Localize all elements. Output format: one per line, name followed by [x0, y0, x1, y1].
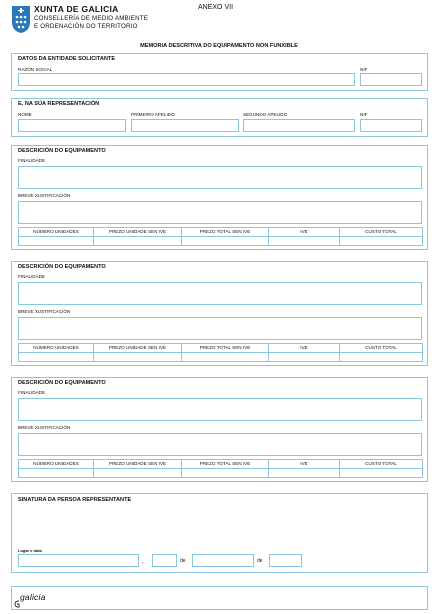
vat-cell[interactable]	[268, 468, 340, 478]
year-field[interactable]	[269, 554, 302, 567]
column-header: IVE	[268, 343, 340, 353]
units-cell[interactable]	[18, 468, 94, 478]
purpose-label: FINALIDADE	[18, 158, 46, 163]
place-date-label: Lugar e data	[18, 548, 42, 553]
column-header: CUSTO TOTAL	[339, 459, 423, 469]
company-name-label: RAZÓN SOCIAL	[18, 67, 53, 72]
column-header: PREZO TOTAL SEN IVE	[181, 343, 269, 353]
org-name: XUNTA DE GALICIA	[34, 4, 119, 14]
vat-cell[interactable]	[268, 352, 340, 362]
annex-label: ANEXO VII	[198, 4, 234, 11]
de-label-1: de	[180, 558, 186, 564]
department-line-1: CONSELLERÍA DE MEDIO AMBIENTE	[34, 15, 149, 22]
signature-section-title: SINATURA DA PERSOA REPRESENTANTE	[18, 497, 132, 503]
cost-table	[18, 227, 423, 246]
cost-table-row	[18, 237, 423, 246]
rep-tax-id-label: NIF	[360, 112, 368, 117]
column-header: PREZO UNIDADE SEN IVE	[93, 227, 182, 237]
unit-price-cell[interactable]	[93, 468, 182, 478]
representative-section	[11, 98, 428, 137]
equipment-section-title: DESCRICIÓN DO EQUIPAMENTO	[18, 264, 106, 270]
justification-field[interactable]	[18, 201, 422, 224]
cost-table	[18, 459, 423, 478]
comma-separator: ,	[142, 559, 144, 565]
column-header: CUSTO TOTAL	[339, 227, 423, 237]
company-name-field[interactable]	[18, 73, 355, 86]
department-line-2: E ORDENACIÓN DO TERRITORIO	[34, 23, 138, 30]
name-label: NOME	[18, 112, 32, 117]
justification-field[interactable]	[18, 317, 422, 340]
equipment-section	[11, 261, 428, 366]
galicia-logo-text: galicia	[20, 592, 46, 602]
equipment-section-title: DESCRICIÓN DO EQUIPAMENTO	[18, 148, 106, 154]
unit-price-cell[interactable]	[93, 236, 182, 246]
purpose-field[interactable]	[18, 166, 422, 189]
vat-cell[interactable]	[268, 236, 340, 246]
unit-price-cell[interactable]	[93, 352, 182, 362]
representative-section-title: E, NA SÚA REPRESENTACIÓN	[18, 101, 100, 107]
cost-table-row	[18, 353, 423, 362]
equipment-section	[11, 377, 428, 482]
column-header: PREZO UNIDADE SEN IVE	[93, 343, 182, 353]
total-cost-cell[interactable]	[339, 352, 423, 362]
column-header: CUSTO TOTAL	[339, 343, 423, 353]
equipment-section-title: DESCRICIÓN DO EQUIPAMENTO	[18, 380, 106, 386]
purpose-label: FINALIDADE	[18, 274, 46, 279]
rep-tax-id-field[interactable]	[360, 119, 422, 132]
column-header: PREZO TOTAL SEN IVE	[181, 459, 269, 469]
name-field[interactable]	[18, 119, 126, 132]
month-field[interactable]	[192, 554, 254, 567]
justification-label: BREVE XUSTIFICACIÓN	[18, 193, 71, 198]
units-cell[interactable]	[18, 352, 94, 362]
cost-table-row	[18, 469, 423, 478]
surname2-label: SEGUNDO APELIDO	[243, 112, 288, 117]
signature-section	[11, 493, 428, 573]
total-price-cell[interactable]	[181, 352, 269, 362]
document-title: MEMORIA DESCRITIVA DO EQUIPAMENTO NON FUNXIBLE	[140, 43, 298, 49]
entity-section-title: DATOS DA ENTIDADE SOLICITANTE	[18, 56, 116, 62]
place-field[interactable]	[18, 554, 139, 567]
column-header: NÚMERO UNIDADES	[18, 343, 94, 353]
footer-bar	[11, 586, 428, 610]
purpose-field[interactable]	[18, 282, 422, 305]
surname1-label: PRIMEIRO APELIDO	[131, 112, 175, 117]
total-price-cell[interactable]	[181, 468, 269, 478]
column-header: NÚMERO UNIDADES	[18, 227, 94, 237]
purpose-field[interactable]	[18, 398, 422, 421]
de-label-2: de	[257, 558, 263, 564]
justification-field[interactable]	[18, 433, 422, 456]
units-cell[interactable]	[18, 236, 94, 246]
justification-label: BREVE XUSTIFICACIÓN	[18, 425, 71, 430]
equipment-section	[11, 145, 428, 250]
total-cost-cell[interactable]	[339, 236, 423, 246]
xunta-de-galicia-emblem-icon	[10, 4, 32, 34]
justification-label: BREVE XUSTIFICACIÓN	[18, 309, 71, 314]
entity-section	[11, 53, 428, 91]
column-header: NÚMERO UNIDADES	[18, 459, 94, 469]
total-price-cell[interactable]	[181, 236, 269, 246]
column-header: IVE	[268, 227, 340, 237]
entity-tax-id-label: NIF	[360, 67, 368, 72]
column-header: IVE	[268, 459, 340, 469]
total-cost-cell[interactable]	[339, 468, 423, 478]
surname2-field[interactable]	[243, 119, 355, 132]
surname1-field[interactable]	[131, 119, 239, 132]
column-header: PREZO TOTAL SEN IVE	[181, 227, 269, 237]
column-header: PREZO UNIDADE SEN IVE	[93, 459, 182, 469]
purpose-label: FINALIDADE	[18, 390, 46, 395]
entity-tax-id-field[interactable]	[360, 73, 422, 86]
cost-table	[18, 343, 423, 362]
day-field[interactable]	[152, 554, 177, 567]
